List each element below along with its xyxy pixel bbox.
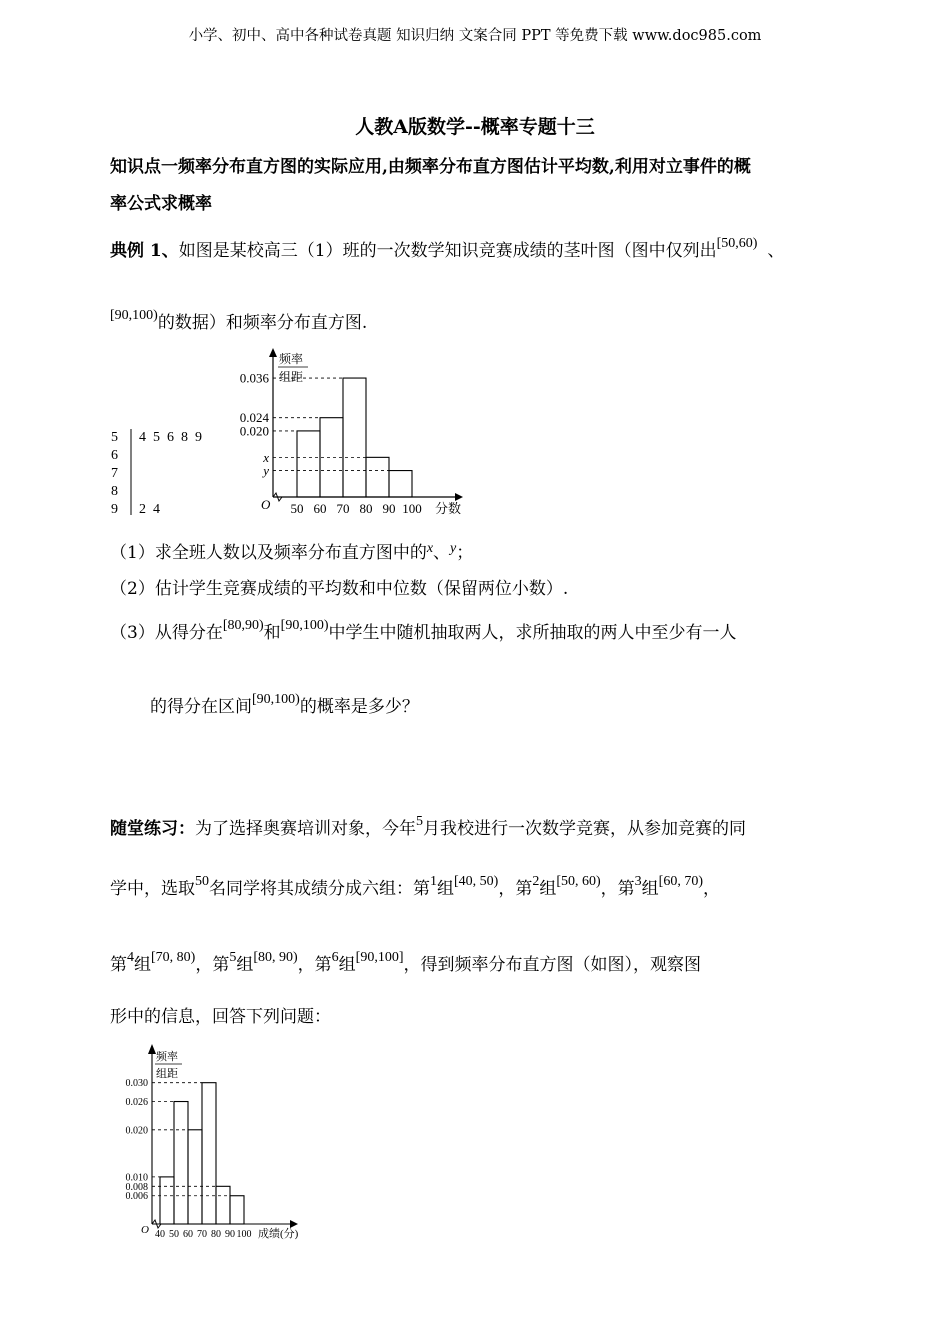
example-text-a: 如图是某校高三（1）班的一次数学知识竞赛成绩的茎叶图（图中仅列出 <box>178 241 717 261</box>
practice-label: 随堂练习： <box>110 819 195 839</box>
q1-end: ； <box>456 543 474 563</box>
origin-label: O <box>141 1224 149 1236</box>
x-tick-label: 40 <box>155 1229 165 1240</box>
x-axis-arrow <box>455 493 463 501</box>
leaves-5: 4 5 6 8 9 <box>139 430 202 445</box>
word-group: 组 <box>437 879 454 899</box>
word-ordinal: 第 <box>617 879 635 899</box>
question-3-line-2 <box>150 692 419 717</box>
y-tick-label: y <box>263 463 269 479</box>
example-label: 典例 1、 <box>110 241 179 261</box>
figure-example-1 <box>105 345 475 525</box>
practice-text-d: 名同学将其成绩分成六组：第 <box>209 879 430 899</box>
practice-month: 5 <box>416 814 423 829</box>
word-group: 组 <box>134 955 151 975</box>
leaves-9: 2 4 <box>139 502 160 517</box>
question-2: （2）估计学生竞赛成绩的平均数和中位数（保留两位小数）. <box>110 579 569 599</box>
x-tick-label: 100 <box>236 1229 252 1240</box>
x-tick-label: 50 <box>290 501 304 516</box>
question-1 <box>110 538 473 563</box>
interval-90-100: [90,100) <box>110 308 158 323</box>
y-tick-label: 0.024 <box>239 410 269 426</box>
y-tick-label: 0.036 <box>239 370 269 386</box>
x-tick-label: 60 <box>313 501 327 516</box>
bar-4 <box>366 457 389 497</box>
group-2-range: [50, 60) <box>556 874 601 889</box>
y-tick-label: 0.026 <box>125 1097 148 1109</box>
group-1-range: [40, 50) <box>454 874 499 889</box>
word-group: 组 <box>236 955 254 975</box>
word-group: 组 <box>539 879 557 899</box>
word-group: 组 <box>338 955 356 975</box>
practice-line-4: 形中的信息，回答下列问题： <box>110 1007 331 1027</box>
group-5-range: [80, 90) <box>253 950 298 965</box>
comma: ， <box>498 879 516 899</box>
stem-5: 5 <box>111 430 118 445</box>
q1-sep: 、 <box>433 543 451 563</box>
group-4-number: 4 <box>127 950 134 965</box>
practice-text-e: ，得到频率分布直方图（如图），观察图 <box>403 955 701 975</box>
bar-1 <box>297 431 320 497</box>
group-6-number: 6 <box>331 950 339 965</box>
y-tick-label: 0.020 <box>125 1125 148 1137</box>
y-tick-label: 0.006 <box>125 1191 148 1203</box>
knowledge-point-line-1: 知识点一频率分布直方图的实际应用,由频率分布直方图估计平均数,利用对立事件的概 <box>110 157 751 177</box>
x-tick-label: 80 <box>359 501 373 516</box>
word-ordinal: 第 <box>314 955 332 975</box>
example-text-b: 的数据）和频率分布直方图. <box>157 313 368 333</box>
group-3-number: 3 <box>634 874 642 889</box>
group-4-range: [70, 80) <box>151 950 196 965</box>
y-label-bottom: 组距 <box>279 370 304 384</box>
stem-7: 7 <box>111 466 118 481</box>
bar-5 <box>389 471 412 497</box>
bar-3 <box>343 378 366 497</box>
origin-label: O <box>261 497 271 512</box>
q3-interval-80-90: [80,90) <box>222 618 264 633</box>
comma: ， <box>600 879 618 899</box>
practice-text-b: 月我校进行一次数学竞赛，从参加竞赛的同 <box>423 819 746 839</box>
q3-b: 和 <box>263 623 281 643</box>
word-ordinal: 第 <box>110 955 127 975</box>
x-tick-label: 90 <box>382 501 396 516</box>
stem-8: 8 <box>111 484 118 499</box>
practice-text-a: 为了选择奥赛培训对象，今年 <box>195 819 416 839</box>
x-tick-label: 60 <box>183 1229 193 1240</box>
y-label-top: 频率 <box>156 1051 178 1063</box>
group-1-number: 1 <box>430 874 437 889</box>
x-tick-label: 100 <box>402 501 422 516</box>
q3-e: 的概率是多少？ <box>299 697 419 717</box>
word-ordinal: 第 <box>515 879 533 899</box>
group-2-number: 2 <box>532 874 540 889</box>
page-header: 小学、初中、高中各种试卷真题 知识归纳 文案合同 PPT 等免费下载 www.doc985.com <box>188 28 762 44</box>
practice-line-2 <box>110 874 720 899</box>
word-group: 组 <box>641 879 659 899</box>
x-tick-label: 80 <box>211 1229 221 1240</box>
q3-a: （3）从得分在 <box>110 623 223 643</box>
bar-5 <box>216 1186 230 1224</box>
question-3-line-1 <box>110 618 736 643</box>
group-3-range: [60, 70) <box>658 874 703 889</box>
x-label: 成绩(分) <box>258 1228 299 1240</box>
q3-c: 中学生中随机抽取两人，求所抽取的两人中至少有一人 <box>328 623 737 643</box>
x-tick-label: 70 <box>197 1229 207 1240</box>
y-tick-label: 0.020 <box>239 423 269 439</box>
y-axis-arrow <box>148 1044 156 1054</box>
example-intro-line-2 <box>110 308 367 333</box>
q3-d: 的得分在区间 <box>150 697 252 717</box>
group-6-range: [90,100] <box>355 950 404 965</box>
interval-50-60: [50,60) <box>716 236 758 251</box>
q3-interval-90-100: [90,100) <box>280 618 329 633</box>
practice-line-1 <box>110 814 746 839</box>
histogram-1 <box>240 348 463 516</box>
q1-text: （1）求全班人数以及频率分布直方图中的 <box>110 543 427 563</box>
y-tick-label: 0.008 <box>125 1181 148 1193</box>
practice-count: 50 <box>195 874 209 889</box>
bar-6 <box>230 1196 244 1224</box>
practice-text-c: 学中，选取 <box>110 879 195 899</box>
bar-1 <box>160 1177 174 1224</box>
word-ordinal: 第 <box>212 955 230 975</box>
y-tick-label: 0.010 <box>125 1172 148 1184</box>
stem-leaf-plot <box>111 429 202 517</box>
x-label: 分数 <box>435 501 462 516</box>
practice-line-3 <box>110 950 701 975</box>
q1-var-y: y <box>450 541 457 556</box>
y-tick-label: x <box>263 449 269 465</box>
comma: ， <box>297 955 315 975</box>
x-tick-label: 70 <box>336 501 350 516</box>
bar-2 <box>174 1102 188 1224</box>
q1-var-x: x <box>426 541 434 556</box>
y-label-bottom: 组距 <box>156 1068 178 1080</box>
example-sep: 、 <box>767 241 785 261</box>
group-5-number: 5 <box>229 950 237 965</box>
stem-9: 9 <box>111 502 118 517</box>
stem-6: 6 <box>111 448 118 463</box>
q3-interval-90-100-b: [90,100) <box>252 692 300 707</box>
y-tick-label: 0.030 <box>125 1078 148 1090</box>
comma: ， <box>702 879 720 899</box>
x-tick-label: 50 <box>169 1229 179 1240</box>
x-tick-label: 90 <box>225 1229 235 1240</box>
example-intro-line-1 <box>110 236 784 261</box>
comma: ， <box>195 955 213 975</box>
y-axis-arrow <box>269 348 277 357</box>
bar-3 <box>188 1130 202 1224</box>
histogram-2 <box>126 1044 299 1240</box>
y-label-top: 频率 <box>279 352 304 366</box>
page-title: 人教A版数学--概率专题十三 <box>355 116 595 138</box>
x-axis-arrow <box>290 1220 298 1228</box>
knowledge-point-line-2: 率公式求概率 <box>110 194 212 214</box>
bar-4 <box>202 1083 216 1224</box>
figure-practice <box>108 1040 308 1245</box>
